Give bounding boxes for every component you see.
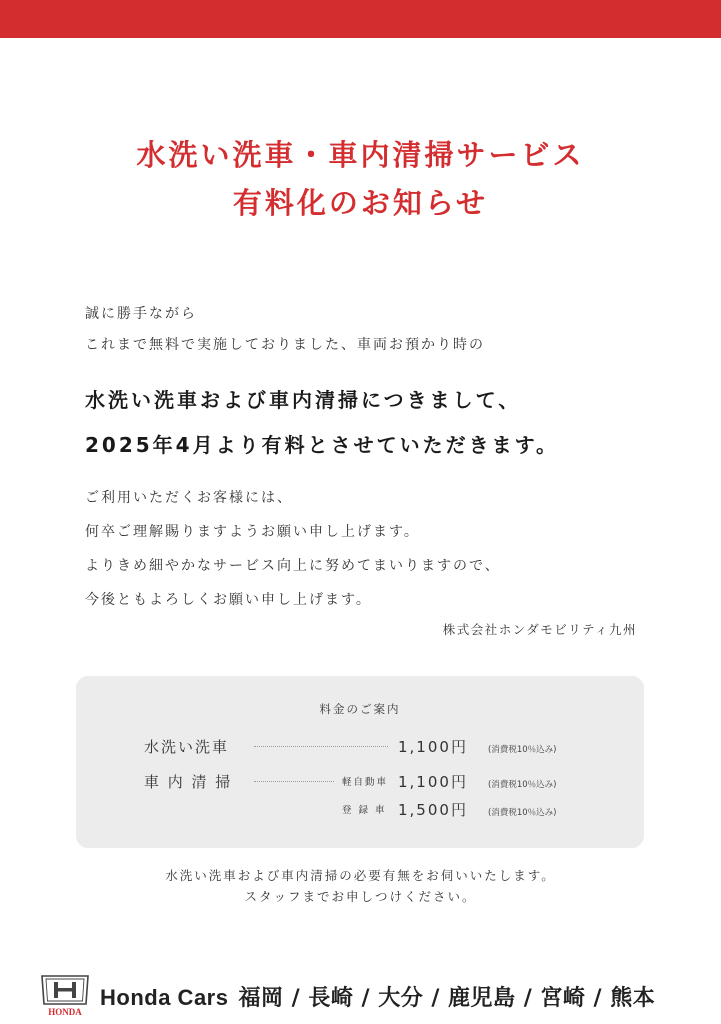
body-line2: 何卒ご理解賜りますようお願い申し上げます。 (85, 524, 420, 540)
company-name: 株式会社ホンダモビリティ九州 (442, 622, 637, 637)
body-paragraph (85, 481, 501, 617)
clean-leader-dots (254, 781, 334, 782)
intro-paragraph (85, 299, 485, 361)
registered-car-price: 1,500円 (398, 801, 468, 819)
honda-logo-caption: HONDA (48, 1007, 82, 1017)
kei-car-price: 1,100円 (398, 773, 468, 791)
honda-logo (36, 972, 94, 1018)
kei-car-tax-note: (消費税10％込み) (488, 780, 557, 790)
body-line1: ご利用いただくお客様には、 (85, 490, 293, 506)
note-line1: 水洗い洗車および車内清掃の必要有無をお伺いいたします。 (165, 868, 556, 883)
honda-h-logo-icon (36, 972, 94, 1018)
registered-car-tax-note: (消費税10％込み) (488, 808, 557, 818)
intro-line1: 誠に勝手ながら (85, 306, 197, 322)
body-line4: 今後ともよろしくお願い申し上げます。 (85, 592, 372, 608)
emphasis-line1: 水洗い洗車および車内清掃につきまして、 (85, 388, 522, 412)
wash-label: 水洗い洗車 (144, 738, 230, 756)
brand-name: Honda Cars (100, 985, 229, 1010)
intro-line2: これまで無料で実施しておりました、車両お預かり時の (85, 337, 485, 353)
page-title-line1: 水洗い洗車・車内清掃サービス (136, 138, 585, 172)
wash-leader-dots (254, 746, 388, 747)
wash-tax-note: (消費税10％込み) (488, 745, 557, 755)
kei-car-label: 軽自動車 (342, 777, 389, 788)
emphasis-line2: 2025年4月より有料とさせていただきます。 (85, 433, 559, 457)
body-line3: よりきめ細やかなサービス向上に努めてまいりますので、 (85, 558, 501, 574)
page-title-line2: 有料化のお知らせ (232, 186, 489, 220)
pricing-box (76, 676, 644, 848)
registered-car-label: 登 録 車 (342, 805, 387, 816)
pricing-heading: 料金のご案内 (319, 702, 401, 716)
top-band (0, 0, 721, 38)
locations-list: 福岡 / 長崎 / 大分 / 鹿児島 / 宮崎 / 熊本 (238, 986, 656, 1011)
note-line2: スタッフまでお申しつけください。 (244, 889, 477, 904)
footer-brand (100, 981, 655, 1012)
clean-label: 車 内 清 掃 (144, 773, 233, 791)
wash-price: 1,100円 (398, 738, 468, 756)
